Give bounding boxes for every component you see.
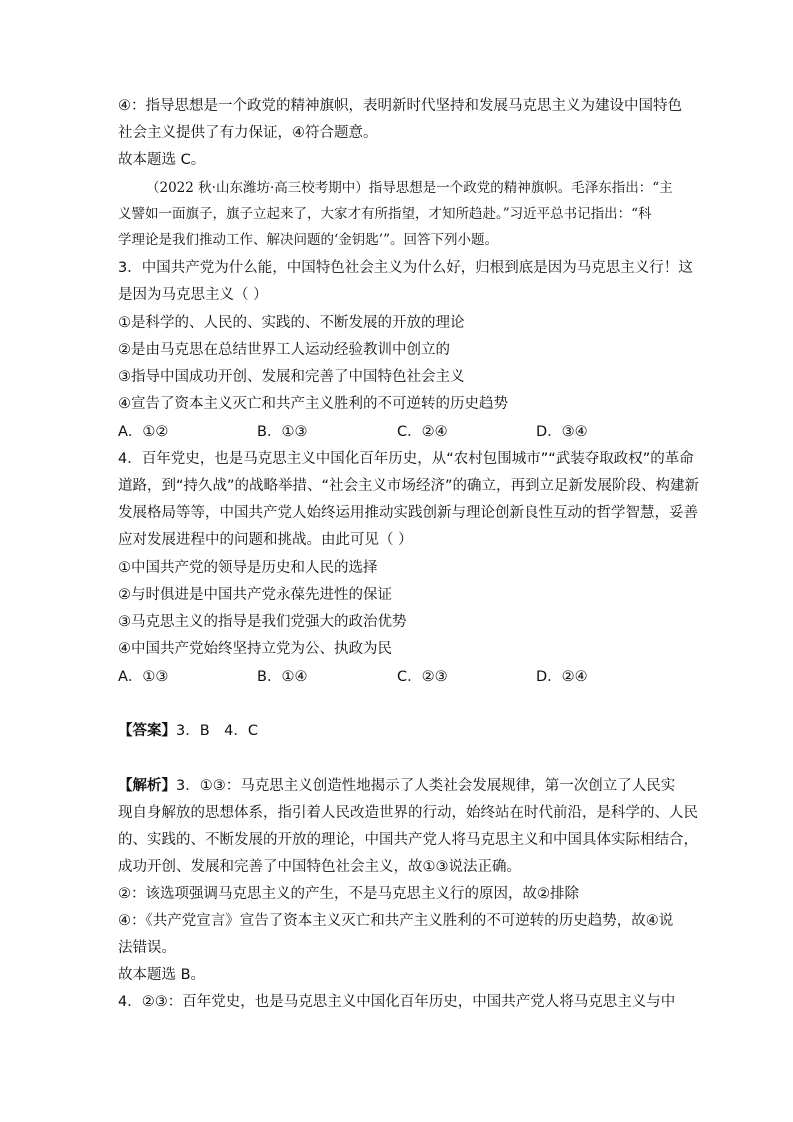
question-3-statement: ③指导中国成功开创、发展和完善了中国特色社会主义 — [118, 369, 465, 385]
question-3-statement: ①是科学的、人民的、实践的、不断发展的开放的理论 — [118, 315, 465, 331]
answer-text: 3．B 4．C — [176, 723, 259, 739]
analysis-text: 3．①③：马克思主义创造性地揭示了人类社会发展规律，第一次创立了人民实 — [176, 778, 676, 794]
question-4-stem: 道路，到“持久战”的战略举措、“社会主义市场经济”的确立，再到立足新发展阶段、构建新 — [118, 478, 700, 494]
question-4-statement: ④中国共产党始终坚持立党为公、执政为民 — [118, 641, 392, 657]
choice-d: D．③④ — [536, 424, 588, 440]
analysis-line: 法错误。 — [118, 940, 176, 956]
text-line: ④：指导思想是一个政党的精神旗帜，表明新时代坚持和发展马克思主义为建设中国特色 — [118, 98, 682, 114]
question-4-statement: ①中国共产党的领导是历史和人民的选择 — [118, 560, 378, 576]
choice-c: C．②③ — [397, 669, 448, 685]
question-4-stem: 应对发展进程中的问题和挑战。由此可见（ ） — [118, 532, 413, 548]
question-3-stem: 是因为马克思主义（ ） — [118, 287, 268, 303]
analysis-line: 故本题选 B。 — [118, 967, 206, 983]
choice-a: A．①③ — [118, 669, 169, 685]
question-4-statement: ②与时俱进是中国共产党永葆先进性的保证 — [118, 587, 392, 603]
choice-b: B．①④ — [257, 669, 308, 685]
choice-c: C．②④ — [397, 424, 448, 440]
question-4-stem: 4．百年党史，也是马克思主义中国化百年历史，从“农村包围城市”“武装夺取政权”的革命 — [118, 451, 694, 467]
analysis-line — [118, 776, 675, 796]
analysis-line: 成功开创、发展和完善了中国特色社会主义，故①③说法正确。 — [118, 859, 521, 875]
question-3-statement: ②是由马克思在总结世界工人运动经验教训中创立的 — [118, 342, 450, 358]
analysis-label: 【解析】 — [118, 778, 176, 794]
choice-d: D．②④ — [536, 669, 588, 685]
analysis-line: 4．②③：百年党史，也是马克思主义中国化百年历史，中国共产党人将马克思主义与中 — [118, 994, 676, 1010]
question-3-stem: 3．中国共产党为什么能，中国特色社会主义为什么好，归根到底是因为马克思主义行！这 — [118, 260, 693, 276]
text-line: 故本题选 C。 — [118, 152, 206, 168]
analysis-line: 现自身解放的思想体系，指引着人民改造世界的行动，始终站在时代前沿，是科学的、人民 — [118, 805, 698, 821]
analysis-line: ④：《共产党宣言》宣告了资本主义灭亡和共产主义胜利的不可逆转的历史趋势，故④说 — [118, 913, 674, 929]
question-3-statement: ④宣告了资本主义灭亡和共产主义胜利的不可逆转的历史趋势 — [118, 396, 508, 412]
intro-line: 义譬如一面旗子，旗子立起来了，大家才有所指望，才知所趋赴。”习近平总书记指出：“科 — [118, 206, 652, 222]
answer-line — [118, 721, 258, 741]
analysis-line: ②：该选项强调马克思主义的产生，不是马克思主义行的原因，故②排除 — [118, 886, 579, 902]
analysis-line: 的、实践的、不断发展的开放的理论，中国共产党人将马克思主义和中国具体实际相结合， — [118, 832, 698, 848]
choice-a: A．①② — [118, 424, 169, 440]
choice-b: B．①③ — [257, 424, 308, 440]
question-4-statement: ③马克思主义的指导是我们党强大的政治优势 — [118, 614, 407, 630]
intro-line: 学理论是我们推动工作、解决问题的‘金钥匙’”。回答下列小题。 — [118, 232, 498, 248]
question-4-stem: 发展格局等等，中国共产党人始终运用推动实践创新与理论创新良性互动的哲学智慧，妥善 — [118, 505, 698, 521]
intro-line: （2022 秋·山东潍坊·高三校考期中）指导思想是一个政党的精神旗帜。毛泽东指出：“主 — [146, 180, 673, 196]
text-line: 社会主义提供了有力保证，④符合题意。 — [118, 125, 378, 141]
answer-label: 【答案】 — [118, 723, 176, 739]
